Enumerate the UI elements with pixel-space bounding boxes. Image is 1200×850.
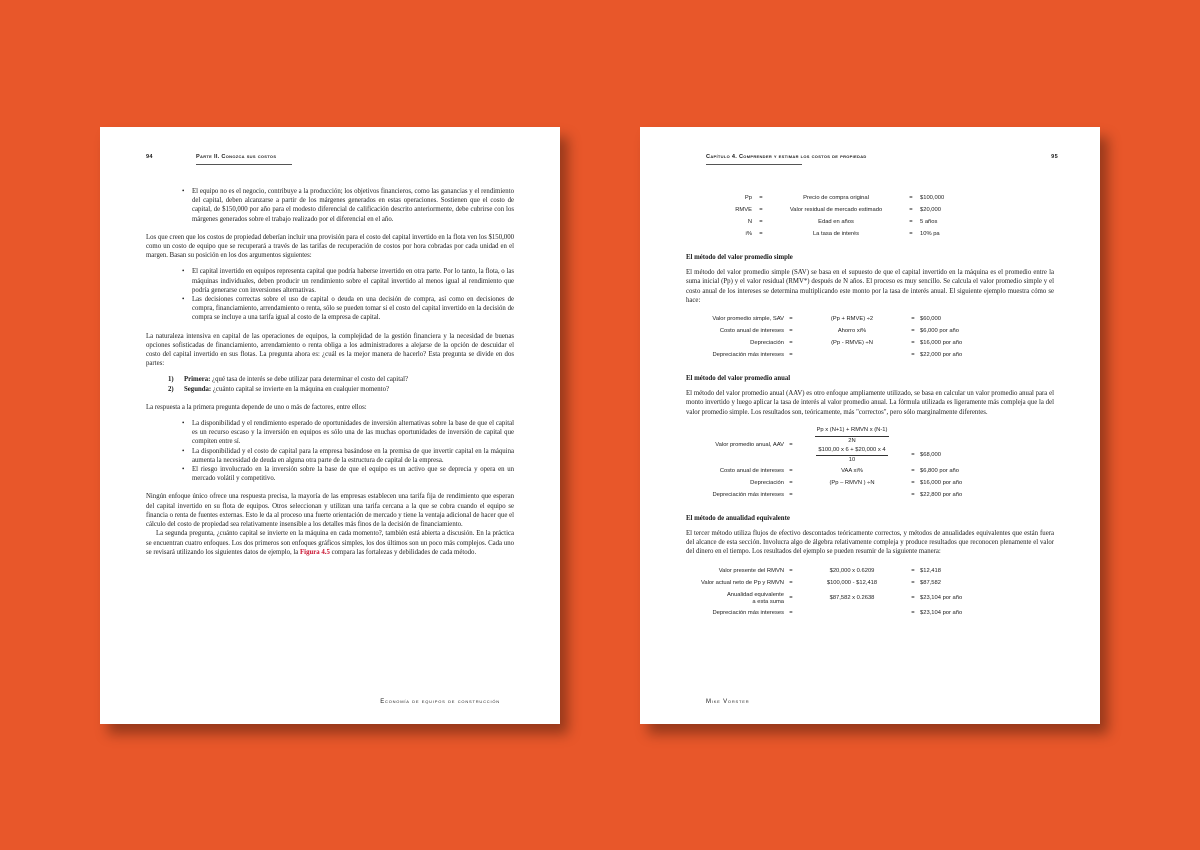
list-item: • El equipo no es el negocio, contribuye a la producción; los objetivos financieros, como las ganancias y el rendimiento del capital, deben alcanzarse a partir de los márgenes generados en estas operaciones. Sostienen que el costo de capital, de $150,000 por año para el modesto diferencial de calificación descrito anteriormente, debe cubrirse con los márgenes generados sobre el trabajo realizado por el diferencial en el año.	[192, 187, 514, 224]
paragraph: La naturaleza intensiva en capital de las operaciones de equipos, la complejidad de la gestión financiera y la necesidad de buenas opciones sofisticadas de financiamiento, arrendamiento o renta obliga a los administradores a alejarse de la opción de descuidar el costo del capital invertido en sus flotas. La pregunta ahora es: ¿cuál es la mejor manera de hacerlo? Esta pregunta se divide en dos partes:	[146, 332, 514, 368]
bullet-list-b	[146, 267, 514, 322]
equals: =	[911, 480, 915, 487]
symbol: N	[747, 219, 752, 226]
formula	[798, 608, 906, 620]
equals: =	[909, 207, 913, 214]
formula	[798, 490, 906, 502]
paragraph: Los que creen que los costos de propiedad deberían incluir una provisión para el costo del capital invertido en la flota ven los $150,000 como un costo de equipo que se recuperará a través de las tarifas de recuperación de costos por hora cobradas por cada unidad en el margen. Basan su posición en los dos argumentos siguientes:	[146, 233, 514, 260]
equals: =	[911, 340, 915, 347]
result: $12,418	[920, 568, 941, 575]
result: $16,000 por año	[920, 340, 963, 347]
item-number: 1)	[168, 376, 174, 384]
equals: =	[789, 352, 793, 359]
equals: =	[759, 195, 763, 202]
equals: =	[789, 595, 793, 602]
page-number: 94	[146, 154, 153, 160]
result: $23,104 por año	[920, 595, 963, 602]
equals: =	[759, 219, 763, 226]
formula	[798, 426, 906, 466]
equals: =	[911, 568, 915, 575]
bullet-list-c	[146, 419, 514, 483]
result: $16,000 por año	[920, 480, 963, 487]
left-page-body	[146, 187, 514, 557]
header-title: Parte II. Conozca sus costos	[196, 154, 277, 160]
page-number: 95	[1051, 154, 1058, 160]
paragraph	[146, 529, 514, 557]
equals: =	[789, 340, 793, 347]
formula: $87,582 x 0.2638	[829, 595, 875, 602]
row-label: Anualidad equivalente a esta suma	[726, 591, 784, 605]
equals: =	[911, 451, 915, 458]
result: $23,104 por año	[920, 610, 963, 617]
numerator: $100,00 x 6 + $20,000 x 4	[816, 446, 887, 456]
formula	[798, 350, 906, 362]
equals: =	[911, 316, 915, 323]
symbol: Pp	[744, 195, 752, 202]
formula: $20,000 x 0.6209	[829, 568, 875, 575]
symbol: RMVE	[735, 207, 752, 214]
list-item: • Las decisiones correctas sobre el uso de capital o deuda en una decisión de compra, así como en decisiones de compra, financiamiento, arrendamiento o renta, sólo se pueden tomar si el costo del capital invertido en la decisión de compra se incluye a una tarifa igual al costo de la empresa de capital.	[192, 295, 514, 323]
table-row	[686, 490, 1054, 502]
table-row	[686, 205, 1054, 217]
variables-table	[686, 193, 1054, 241]
left-page	[100, 127, 560, 724]
list-item: • La disponibilidad y el costo de capital para la empresa basándose en la premisa de que invertir capital en la máquina aumenta la necesidad de deuda en alguna otra parte de la estructura de capital de la empresa.	[192, 447, 514, 465]
equals: =	[759, 231, 763, 238]
row-label: Valor promedio simple, SAV	[712, 316, 784, 323]
page-footer: Mike Vorster	[706, 699, 750, 705]
row-label: Valor actual neto de Pp y RMVN	[700, 580, 784, 587]
result: $6,000 por año	[920, 328, 960, 335]
list-item	[168, 375, 514, 384]
value: $20,000	[920, 207, 941, 214]
table-row	[686, 578, 1054, 590]
equals: =	[789, 568, 793, 575]
formula: Ahorro xi%	[837, 328, 867, 335]
table-row	[686, 193, 1054, 205]
sav-table	[686, 314, 1054, 362]
description: Precio de compra original	[803, 195, 869, 202]
symbol: i%	[745, 231, 752, 238]
table-row	[686, 478, 1054, 490]
description: La tasa de interés	[812, 231, 860, 238]
equals: =	[759, 207, 763, 214]
result: $6,800 por año	[920, 468, 960, 475]
table-row	[686, 466, 1054, 478]
section-heading: El método del valor promedio simple	[686, 254, 793, 261]
equals: =	[789, 580, 793, 587]
paragraph: La respuesta a la primera pregunta depende de uno o más de factores, entre ellos:	[146, 403, 367, 411]
question-list	[146, 375, 514, 393]
table-row	[686, 326, 1054, 338]
paragraph: Ningún enfoque único ofrece una respuesta precisa, la mayoría de las empresas establecen una tarifa fija de rendimiento que esperan del capital invertido en su flota de equipos. Otros seleccionan y utilizan una tarifa cercana a la que se cobra cuando el equipo se financia o renta de fuentes externas. Esto le da al proceso una fuerte orientación de mercado y tiene la ventaja adicional de hacer que el cálculo del costo de propiedad sea relativamente insensible a los detalles más finos de la decisión de financiamiento.	[146, 493, 514, 529]
row-label: Costo anual de intereses	[719, 328, 784, 335]
item-label: Segunda:	[184, 385, 212, 393]
equals: =	[789, 492, 793, 499]
row-label: Depreciación	[750, 480, 784, 487]
ea-table	[686, 566, 1054, 620]
row-label: Depreciación más intereses	[712, 610, 784, 617]
bullet-list-a	[146, 187, 514, 224]
equals: =	[789, 610, 793, 617]
fraction-values	[816, 446, 887, 465]
aav-table	[686, 426, 1054, 502]
formula: (Pp - RMVE) ÷N	[831, 340, 873, 347]
list-item: • El capital invertido en equipos representa capital que podría haberse invertido en otra parte. Por lo tanto, la flota, o las máquinas individuales, deben producir un rendimiento sobre el capital invertido al menos igual al rendimiento que podría generarse con inversiones alternativas.	[192, 267, 514, 295]
item-label: Primera:	[184, 376, 211, 384]
result: $68,000	[920, 451, 941, 458]
equals: =	[789, 468, 793, 475]
row-label: Depreciación más intereses	[712, 492, 784, 499]
paragraph: El tercer método utiliza flujos de efectivo descontados teóricamente correctos, y métodos de anualidades equivalentes que están fuera del alcance de esta sección. Involucra algo de álgebra relativamente compleja y produce resultados que reconocen plenamente el valor del dinero en el tiempo. Los resultados del ejemplo se pueden resumir de la siguiente manera:	[686, 530, 1054, 556]
formula: (Pp + RMVE) ÷2	[830, 316, 874, 323]
denominator: 2N	[848, 437, 856, 444]
table-row	[686, 338, 1054, 350]
table-row	[686, 590, 1054, 608]
equals: =	[911, 595, 915, 602]
row-label: Valor promedio anual, AAV	[715, 442, 784, 449]
equals: =	[911, 492, 915, 499]
list-item: • La disponibilidad y el rendimiento esperado de oportunidades de inversión alternativas sobre la base de que el capital es un recurso escaso y la inversión en equipos es sólo una de las muchas oportunidades de inversión de capital que compiten entre sí.	[192, 419, 514, 447]
table-row	[686, 426, 1054, 466]
formula: (Pp – RMVN ) ÷N	[829, 480, 875, 487]
formula: $100,000 - $12,418	[826, 580, 878, 587]
equals: =	[909, 219, 913, 226]
table-row	[686, 566, 1054, 578]
row-label: Costo anual de intereses	[719, 468, 784, 475]
equals: =	[789, 316, 793, 323]
equals: =	[911, 580, 915, 587]
description: Valor residual de mercado estimado	[789, 207, 883, 214]
table-row	[686, 229, 1054, 241]
numerator: Pp x (N+1) + RMVN x (N-1)	[815, 426, 890, 436]
equals: =	[909, 231, 913, 238]
paragraph-text: compara las fortalezas y debilidades de cada método.	[331, 548, 477, 556]
value: $100,000	[920, 195, 945, 202]
table-row	[686, 608, 1054, 620]
equals: =	[909, 195, 913, 202]
result: $22,800 por año	[920, 492, 963, 499]
paragraph-text: La segunda pregunta, ¿cuánto capital se invierte en la máquina en cada momento?, también está abierta a discusión. En la práctica se encuentran cuatro enfoques. Los dos primeros son enfoques gráficos simples, los dos últimos son un poco más complejos. Cada uno se revisará utilizando los siguientes datos de ejemplo, la	[146, 530, 514, 556]
equals: =	[789, 480, 793, 487]
section-heading: El método de anualidad equivalente	[686, 514, 790, 522]
item-text: ¿cuánto capital se invierte en la máquina en cualquier momento?	[212, 385, 389, 393]
page-footer: Economía de equipos de construcción	[380, 699, 500, 705]
right-page-body	[686, 193, 1054, 632]
denominator: 10	[848, 457, 856, 464]
header-title: Capítulo 4. Comprender y estimar los costos de propiedad	[706, 154, 867, 160]
table-row	[686, 217, 1054, 229]
equals: =	[911, 328, 915, 335]
equals: =	[911, 468, 915, 475]
right-page	[640, 127, 1100, 724]
fraction-formula	[815, 426, 890, 445]
header-rule	[196, 164, 292, 165]
list-item	[168, 385, 514, 394]
formula: VAA xi%	[841, 468, 863, 475]
equals: =	[789, 328, 793, 335]
item-number: 2)	[168, 385, 174, 393]
value: 5 años	[920, 219, 938, 226]
table-row	[686, 350, 1054, 362]
row-label: Valor presente del RMVN	[718, 568, 784, 575]
result: $87,582	[920, 580, 941, 587]
equals: =	[911, 352, 915, 359]
list-item: • El riesgo involucrado en la inversión sobre la base de que el equipo es un activo que se deprecia y opera en un mercado volátil y competitivo.	[192, 465, 514, 483]
paragraph: El método del valor promedio anual (AAV) es otro enfoque ampliamente utilizado, se basa en calcular un valor promedio anual para el monto invertido y luego aplicar la tasa de interés al valor promedio anual. La fórmula utilizada es ligeramente más compleja que la del valor promedio simple. Los resultados son, teóricamente, más "correctos", pero sólo marginalmente diferentes.	[686, 390, 1054, 416]
table-row	[686, 314, 1054, 326]
row-label: Depreciación más intereses	[712, 352, 784, 359]
equals: =	[789, 442, 793, 449]
equals: =	[911, 610, 915, 617]
value: 10% pa	[920, 231, 940, 238]
item-text: ¿qué tasa de interés se debe utilizar para determinar el costo del capital?	[212, 376, 409, 384]
section-heading: El método del valor promedio anual	[686, 375, 791, 383]
header-rule	[706, 164, 802, 165]
figure-link[interactable]: Figura 4.5	[300, 548, 330, 556]
description: Edad en años	[818, 219, 854, 226]
row-label: Depreciación	[750, 340, 784, 347]
result: $22,000 por año	[920, 352, 963, 359]
result: $60,000	[920, 316, 941, 323]
paragraph: El método del valor promedio simple (SAV) se basa en el supuesto de que el capital invertido en la máquina es el promedio entre la suma inicial (Pp) y el valor residual (RMV*) después de N años. El proceso es muy sencillo. Se calcula el valor promedio simple y el costo anual de los intereses se determina multiplicando este monto por la tasa de interés anual. El siguiente ejemplo muestra cómo se hace:	[686, 269, 1054, 304]
